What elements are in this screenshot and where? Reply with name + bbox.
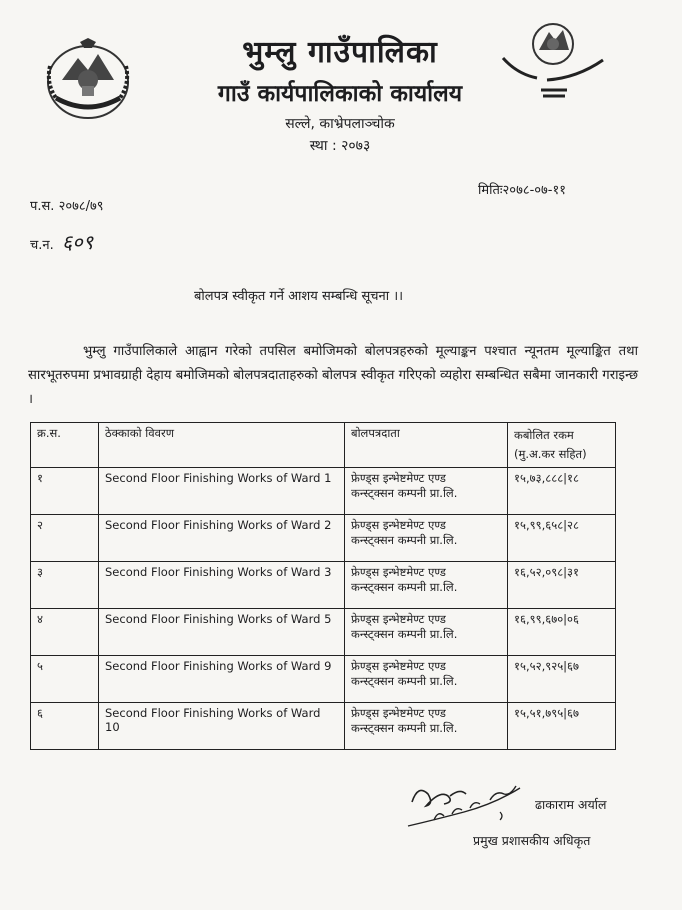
office-address: सल्ले, काभ्रेपलाञ्चोक xyxy=(285,116,395,132)
cell-amount: १६,९९,६७०|०६ xyxy=(508,609,616,656)
cell-bidder xyxy=(345,703,508,750)
bidder-name-line1: फ्रेण्ड्स इन्भेष्टमेण्ट एण्ड xyxy=(351,706,446,720)
cell-description: Second Floor Finishing Works of Ward 10 xyxy=(99,703,345,750)
cell-bidder xyxy=(345,562,508,609)
bidder-name-line2: कन्स्ट्क्सन कम्पनी प्रा.लि. xyxy=(351,486,458,500)
cell-bidder xyxy=(345,515,508,562)
cell-sn: ६ xyxy=(31,703,99,750)
cell-bidder xyxy=(345,656,508,703)
cell-amount: १५,५२,९२५|६७ xyxy=(508,656,616,703)
header-sn: क्र.स. xyxy=(31,423,99,468)
bidder-name-line2: कन्स्ट्क्सन कम्पनी प्रा.लि. xyxy=(351,721,458,735)
cell-sn: ३ xyxy=(31,562,99,609)
municipality-title: भुम्लु गाउँपालिका xyxy=(242,35,438,70)
header-description: ठेक्काको विवरण xyxy=(99,423,345,468)
table-header-row xyxy=(31,423,616,468)
table-row xyxy=(31,515,616,562)
cell-sn: ५ xyxy=(31,656,99,703)
bidder-name-line2: कन्स्ट्क्सन कम्पनी प्रा.लि. xyxy=(351,627,458,641)
header-amount xyxy=(508,423,616,468)
bidder-name-line2: कन्स्ट्क्सन कम्पनी प्रा.लि. xyxy=(351,580,458,594)
cell-description: Second Floor Finishing Works of Ward 2 xyxy=(99,515,345,562)
table-row xyxy=(31,703,616,750)
cell-amount: १६,५२,०९८|३१ xyxy=(508,562,616,609)
cell-description: Second Floor Finishing Works of Ward 9 xyxy=(99,656,345,703)
bidder-name-line1: फ्रेण्ड्स इन्भेष्टमेण्ट एण्ड xyxy=(351,612,446,626)
established-year: स्था : २०७३ xyxy=(309,138,371,154)
header-amount-label: कबोलित रकम xyxy=(514,428,574,442)
notice-subject: बोलपत्र स्वीकृत गर्ने आशय सम्बन्धि सूचना ।। xyxy=(194,289,404,304)
cell-amount: १५,५१,७९५|६७ xyxy=(508,703,616,750)
nepal-emblem-icon xyxy=(42,36,134,122)
table-row xyxy=(31,656,616,703)
signatory-name: ढाकाराम अर्याल xyxy=(535,797,607,812)
header-amount-vat: (मु.अ.कर सहित) xyxy=(514,447,587,461)
signatory-title: प्रमुख प्रशासकीय अधिकृत xyxy=(473,833,591,848)
bidder-name-line2: कन्स्ट्क्सन कम्पनी प्रा.लि. xyxy=(351,674,458,688)
table-row xyxy=(31,609,616,656)
cell-amount: १५,७३,८८८|१८ xyxy=(508,468,616,515)
office-name: गाउँ कार्यपालिकाको कार्यालय xyxy=(217,81,463,107)
cell-bidder xyxy=(345,468,508,515)
table-row xyxy=(31,562,616,609)
cell-amount: १५,९९,६५८|२८ xyxy=(508,515,616,562)
cell-description: Second Floor Finishing Works of Ward 5 xyxy=(99,609,345,656)
dispatch-number xyxy=(30,228,93,255)
bidder-name-line1: फ्रेण्ड्स इन्भेष्टमेण्ट एण्ड xyxy=(351,471,446,485)
notice-body: भुम्लु गाउँपालिकाले आह्वान गरेको तपसिल बमोजिमको बोलपत्रहरुको मूल्याङ्कन पश्चात न्यूनतम मूल्याङ्कित तथा सारभूतरुपमा प्रभावग्राही देहाय बमोजिमको बोलपत्रदाताहरुको बोलपत्र स्वीकृत गरिएको व्यहोरा सम्बन्धित सबैमा जानकारी गराइन्छ । xyxy=(28,344,638,407)
header-bidder: बोलपत्रदाता xyxy=(345,423,508,468)
bidder-name-line1: फ्रेण्ड्स इन्भेष्टमेण्ट एण्ड xyxy=(351,518,446,532)
fiscal-reference: प.स. २०७८/७९ xyxy=(30,199,104,214)
dispatch-number-value: ६०९ xyxy=(61,230,94,254)
bid-table xyxy=(30,422,616,750)
letter-date: मितिः२०७८-०७-११ xyxy=(478,183,567,198)
cell-description: Second Floor Finishing Works of Ward 1 xyxy=(99,468,345,515)
cell-bidder xyxy=(345,609,508,656)
cell-sn: ४ xyxy=(31,609,99,656)
cell-description: Second Floor Finishing Works of Ward 3 xyxy=(99,562,345,609)
bidder-name-line1: फ्रेण्ड्स इन्भेष्टमेण्ट एण्ड xyxy=(351,659,446,673)
table-row xyxy=(31,468,616,515)
dispatch-label: च.न. xyxy=(30,238,54,253)
bidder-name-line2: कन्स्ट्क्सन कम्पनी प्रा.लि. xyxy=(351,533,458,547)
cell-sn: १ xyxy=(31,468,99,515)
bidder-name-line1: फ्रेण्ड्स इन्भेष्टमेण्ट एण्ड xyxy=(351,565,446,579)
municipality-seal-icon xyxy=(497,18,609,102)
cell-sn: २ xyxy=(31,515,99,562)
handwritten-signature xyxy=(404,776,524,831)
